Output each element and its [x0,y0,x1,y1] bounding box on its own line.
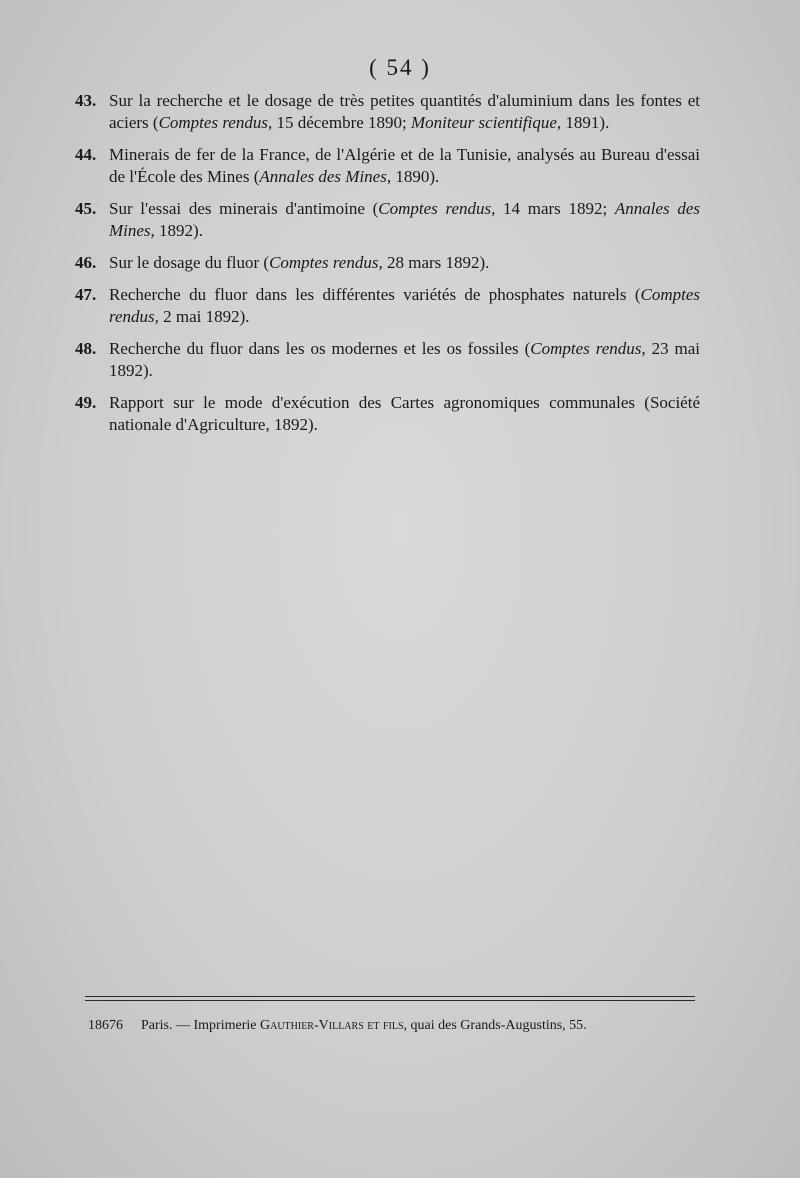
imprint-address: , quai des Grands-Augustins, 55. [403,1018,587,1033]
entry-number: 47. [75,285,97,304]
imprint-printer: Gauthier-Villars et fils [259,1018,404,1033]
publication-list [75,90,700,446]
entry-date: 1890). [391,167,440,186]
list-item [75,252,700,274]
footer-rule-thin [85,1000,695,1001]
entry-number: 46. [75,253,97,272]
page-number: ( 54 ) [369,55,431,80]
entry-number: 49. [75,393,97,412]
list-item [75,392,700,436]
print-code: 18676 [88,1018,123,1033]
entry-text: Recherche du fluor dans les os modernes et les os fossiles ( [109,339,531,358]
entry-journal: Moniteur scientifique, [411,113,562,132]
entry-journal: Comptes rendus, [378,199,496,218]
entry-text: Minerais de fer de la France, de l'Algérie et de la Tunisie, analysés au Bureau d'essai de l'École des Mines ( [109,145,700,186]
entry-journal: Comptes rendus, [109,285,700,326]
entry-number: 45. [75,199,97,218]
entry-date: 14 mars 1892; [495,199,615,218]
imprint-city: Paris. — Imprimerie [141,1018,260,1033]
entry-journal: Comptes rendus, [530,339,646,358]
list-item [75,338,700,382]
entry-text: Sur la recherche et le dosage de très petites quantités d'aluminium dans les fontes et aciers ( [109,91,700,132]
entry-date: 2 mai 1892). [158,307,250,326]
entry-journal: Comptes rendus, [158,113,273,132]
entry-number: 43. [75,91,97,110]
footer-rule [85,996,695,997]
entry-journal: Annales des Mines, [109,199,701,240]
entry-text: Sur le dosage du fluor ( [109,253,270,272]
entry-year: 1892). [154,221,203,240]
entry-number: 44. [75,145,97,164]
list-item [75,144,700,188]
entry-text: Rapport sur le mode d'exécution des Cartes agronomiques communales (Société nationale d'Agriculture, 1892). [109,393,700,434]
list-item [75,284,700,328]
list-item [75,198,700,242]
entry-date: 28 mars 1892). [382,253,490,272]
printer-imprint [88,1018,708,1034]
entry-year: 1891). [561,113,610,132]
entry-date: 15 décembre 1890; [272,113,412,132]
entry-text: Recherche du fluor dans les différentes variétés de phosphates naturels ( [109,285,641,304]
entry-journal: Annales des Mines, [259,167,392,186]
entry-text: Sur l'essai des minerais d'antimoine ( [109,199,379,218]
list-item [75,90,700,134]
entry-number: 48. [75,339,97,358]
entry-date: 23 mai 1892). [109,339,700,380]
entry-journal: Comptes rendus, [269,253,383,272]
